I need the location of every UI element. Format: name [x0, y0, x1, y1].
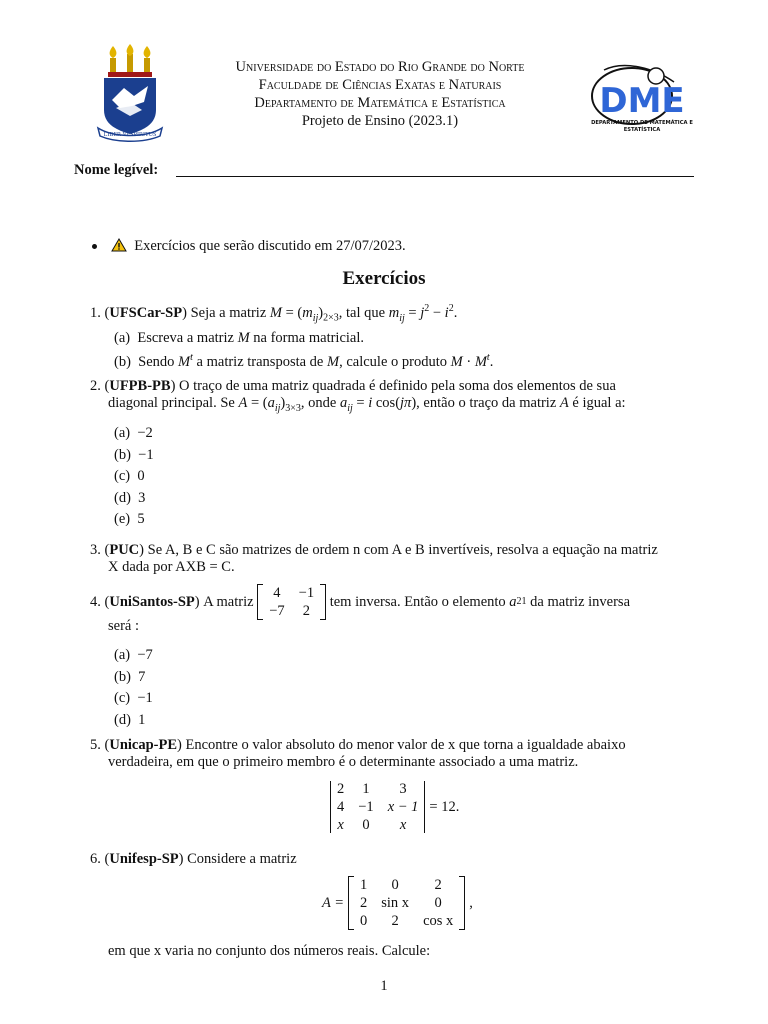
- dme-logo: [584, 62, 696, 134]
- faculty-name: Faculdade de Ciências Exatas e Naturais: [258, 77, 502, 93]
- matrix-cell: sin x: [381, 895, 410, 911]
- svg-text:DEPARTAMENTO DE MATEMÁTICA E: DEPARTAMENTO DE MATEMÁTICA E: [591, 120, 693, 126]
- answer-option: (c) −1: [114, 690, 153, 706]
- university-name: Universidade do Estado do Rio Grande do Norte: [235, 59, 525, 75]
- name-field-label: Nome legível:: [74, 162, 159, 178]
- answer-option: (d) 3: [114, 489, 146, 506]
- matrix-cell: x − 1: [387, 799, 419, 815]
- exercise-2-statement-2: diagonal principal. Se $A = (a_{ij})_{3\times 3}$, onde $a_{ij} = i$ cos(jπ), então o traço da matriz A é igual a:: [108, 395, 626, 414]
- exercise-1-option-b: (b) Sendo $M^t$ a matriz transposta de M, calcule o produto $M \cdot M^t$.: [114, 352, 494, 370]
- exercise-1-option-a: (a) Escreva a matriz M na forma matricial.: [114, 330, 365, 346]
- matrix-cell: x: [399, 817, 407, 833]
- matrix-cell: 0: [391, 877, 399, 893]
- answer-option: (b) 7: [114, 668, 146, 685]
- matrix-cell: 2: [434, 877, 442, 893]
- matrix-cell: 2: [391, 913, 399, 929]
- section-title: Exercícios: [342, 268, 426, 289]
- notice-bullet: [92, 238, 406, 255]
- matrix-cell: 0: [360, 913, 368, 929]
- exercise-3-statement: 3. (PUC) Se A, B e C são matrizes de ordem n com A e B invertíveis, resolva a equação na matriz: [90, 542, 658, 558]
- answer-option: (a) −7: [114, 647, 153, 663]
- matrix-cell: 3: [399, 781, 407, 797]
- exercise-6-statement-2: em que x varia no conjunto dos números reais. Calcule:: [108, 943, 431, 959]
- exercise-number: 1.: [90, 304, 101, 321]
- exercise-1-statement: 1. (UFSCar-SP) Seja a matriz $M = (m_{ij})_{2\times 3}$, tal que $m_{ij} = j^2 - i^2$.: [90, 303, 458, 324]
- matrix-cell: 2: [302, 603, 310, 619]
- answer-option: (b) −1: [114, 446, 154, 463]
- exercise-4-matrix: [257, 584, 326, 620]
- matrix-cell: 2: [360, 895, 368, 911]
- svg-text:LIBER VI SPIRITUS: LIBER VI SPIRITUS: [103, 132, 157, 138]
- matrix-cell: 4: [273, 585, 281, 601]
- exercise-text: Seja a matriz: [190, 304, 267, 321]
- svg-text:DME: DME: [599, 81, 685, 121]
- matrix-cell: 0: [362, 817, 370, 833]
- svg-text:ESTATÍSTICA: ESTATÍSTICA: [623, 127, 661, 133]
- answer-option: (c) 0: [114, 468, 145, 484]
- exercise-4-statement: 4. ( UniSantos-SP ) A matriz 4 −1 −7 2 tem inversa. Então o elemento a 21 da matriz inversa: [90, 585, 631, 619]
- matrix-cell: 0: [434, 895, 442, 911]
- answer-option: (e) 5: [114, 511, 145, 527]
- exercise-5-determinant: [330, 780, 459, 834]
- exercise-5-statement: 5. (Unicap-PE) Encontre o valor absoluto do menor valor de x que torna a igualdade abaixo: [90, 737, 626, 753]
- exercise-3-statement-2: X dada por AXB = C.: [108, 559, 235, 575]
- matrix-cell: −7: [269, 603, 285, 619]
- exercise-6-statement: 6. (Unifesp-SP) Considere a matriz: [90, 851, 297, 867]
- exercise-5-statement-2: verdadeira, em que o primeiro membro é o determinante associado a uma matriz.: [108, 754, 579, 770]
- torch-icon: [108, 44, 152, 77]
- exercise-2-statement: 2. (UFPB-PB) O traço de uma matriz quadrada é definido pela soma dos elementos de sua: [90, 378, 616, 394]
- exercise-source: UFSCar-SP: [109, 304, 183, 321]
- matrix-cell: x: [337, 817, 344, 833]
- project-name: Projeto de Ensino (2023.1): [301, 113, 459, 129]
- bullet-dot: [92, 244, 97, 249]
- matrix-cell: −1: [298, 585, 315, 601]
- determinant-rhs: = 12.: [429, 799, 460, 815]
- name-line[interactable]: [176, 176, 694, 177]
- department-name: Departamento de Matemática e Estatística: [254, 95, 506, 111]
- exercise-text: tal que: [346, 304, 386, 321]
- answer-option: (a) −2: [114, 425, 153, 441]
- exercise-6-matrix-equation: A = 1 0 2 2 sin x 0 0 2 cos x ,: [322, 877, 473, 929]
- answer-option: (d) 1: [114, 711, 146, 728]
- page-number: 1: [380, 978, 388, 994]
- warning-icon: [111, 238, 127, 252]
- exercise-4-statement-2: será :: [108, 618, 139, 634]
- matrix-cell: 4: [337, 799, 345, 815]
- name-field[interactable]: [74, 162, 694, 182]
- matrix-cell: 1: [362, 781, 370, 797]
- notice-text: Exercícios que serão discutido em 27/07/2023.: [134, 238, 406, 254]
- institution-header: [180, 58, 580, 130]
- matrix-cell: 1: [360, 877, 368, 893]
- university-crest-logo: [94, 44, 166, 144]
- matrix-cell: cos x: [423, 913, 454, 929]
- matrix-cell: −1: [358, 799, 374, 815]
- matrix-cell: 2: [337, 781, 345, 797]
